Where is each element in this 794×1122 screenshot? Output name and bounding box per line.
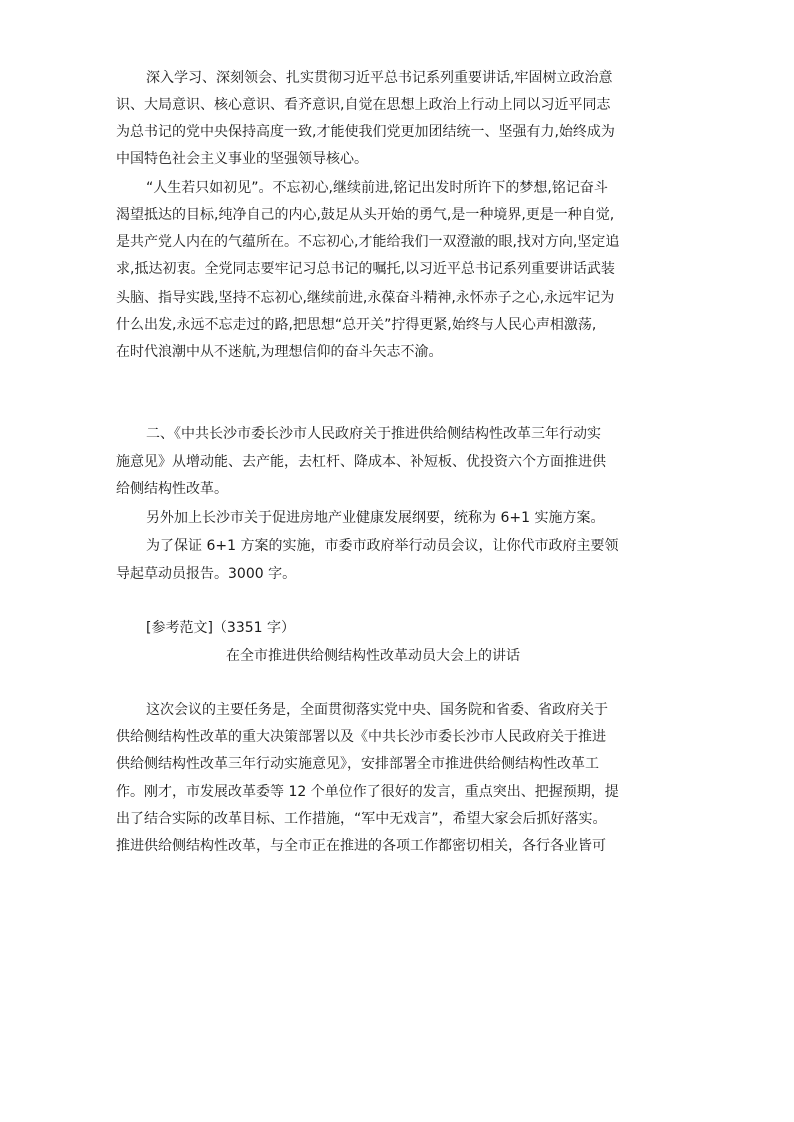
paragraph-line: 二、《中共长沙市委长沙市人民政府关于推进供给侧结构性改革三年行动实 xyxy=(146,426,601,442)
paragraph-line: 推进供给侧结构性改革，与全市正在推进的各项工作都密切相关，各行各业皆可 xyxy=(116,838,606,854)
paragraph-line: “人生若只如初见”。不忘初心,继续前进,铭记出发时所许下的梦想,铭记奋斗 xyxy=(146,180,608,196)
paragraph-line: 导起草动员报告。3000 字。 xyxy=(116,566,297,582)
paragraph-line: 另外加上长沙市关于促进房地产业健康发展纲要，统称为 6+1 实施方案。 xyxy=(146,510,605,526)
speech-title: 在全市推进供给侧结构性改革动员大会上的讲话 xyxy=(226,648,520,664)
paragraph-line: 识、大局意识、核心意识、看齐意识,自觉在思想上政治上行动上同以习近平同志 xyxy=(116,97,611,113)
paragraph-line: 作。刚才，市发展改革委等 12 个单位作了很好的发言，重点突出、把握预期，提 xyxy=(116,784,619,800)
paragraph-line: 施意见》从增动能、去产能，去杠杆、降成本、补短板、优投资六个方面推进供 xyxy=(116,454,606,470)
paragraph-line: 给侧结构性改革。 xyxy=(116,481,228,497)
paragraph-line: 什么出发,永远不忘走过的路,把思想“总开关”拧得更紧,始终与人民心声相激荡, xyxy=(116,317,597,333)
paragraph-line: 在时代浪潮中从不迷航,为理想信仰的奋斗矢志不渝。 xyxy=(116,344,443,360)
paragraph-line: 渴望抵达的目标,纯净自己的内心,鼓足从头开始的勇气,是一种境界,更是一种自觉, xyxy=(116,207,615,223)
paragraph-line: 求,抵达初衷。全党同志要牢记习总书记的嘱托,以习近平总书记系列重要讲话武装 xyxy=(116,261,615,277)
paragraph-line: 供给侧结构性改革三年行动实施意见》，安排部署全市推进供给侧结构性改革工 xyxy=(116,756,599,772)
paragraph-line: 深入学习、深刻领会、扎实贯彻习近平总书记系列重要讲话,牢固树立政治意 xyxy=(146,70,613,86)
reference-label: [参考范文]（3351 字） xyxy=(146,620,296,636)
paragraph-line: 为总书记的党中央保持高度一致,才能使我们党更加团结统一、坚强有力,始终成为 xyxy=(116,124,615,140)
paragraph-line: 出了结合实际的改革目标、工作措施，“军中无戏言”，希望大家会后抓好落实。 xyxy=(116,811,607,827)
paragraph-line: 头脑、指导实践,坚持不忘初心,继续前进,永葆奋斗精神,永怀赤子之心,永远牢记为 xyxy=(116,290,615,306)
paragraph-line: 这次会议的主要任务是，全面贯彻落实党中央、国务院和省委、省政府关于 xyxy=(146,702,608,718)
paragraph-line: 中国特色社会主义事业的坚强领导核心。 xyxy=(116,151,368,167)
paragraph-line: 为了保证 6+1 方案的实施，市委市政府举行动员会议，让你代市政府主要领 xyxy=(146,538,619,554)
paragraph-line: 供给侧结构性改革的重大决策部署以及《中共长沙市委长沙市人民政府关于推进 xyxy=(116,729,606,745)
paragraph-line: 是共产党人内在的气蕴所在。不忘初心,才能给我们一双澄澈的眼,找对方向,坚定追 xyxy=(116,234,620,250)
